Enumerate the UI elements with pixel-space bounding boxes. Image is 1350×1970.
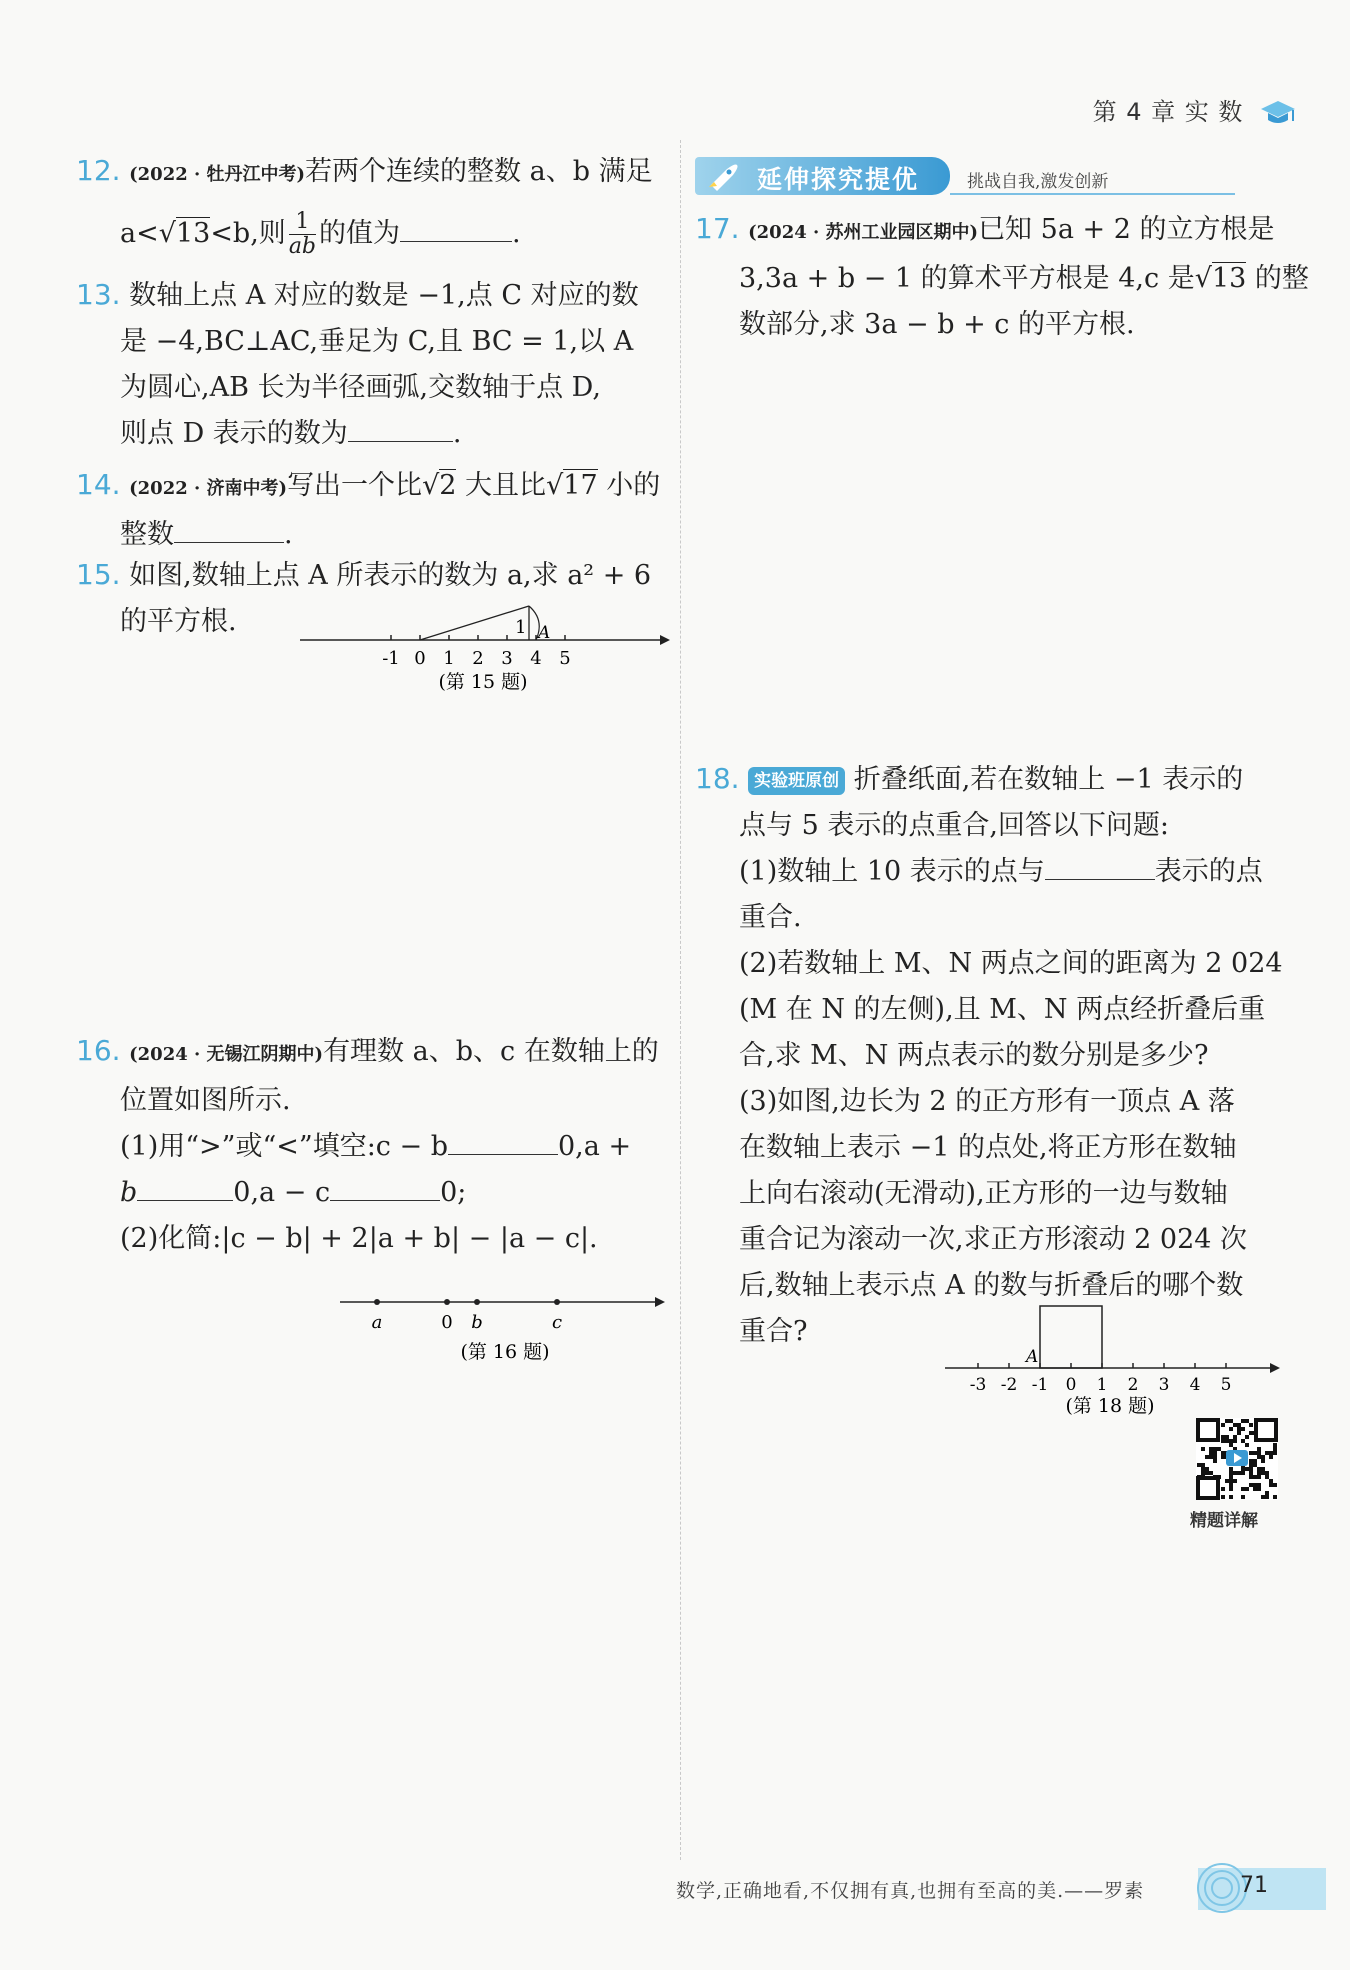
figure-caption: (第 18 题) [1065, 1395, 1155, 1417]
text: 整数 [120, 519, 174, 550]
question-text: 则点 D 表示的数为 [120, 418, 348, 449]
answer-blank[interactable] [174, 518, 284, 543]
answer-blank[interactable] [448, 1130, 558, 1155]
tick-label: 1 [1096, 1375, 1108, 1395]
question-text: (2)若数轴上 M、N 两点之间的距离为 2 024 [739, 948, 1283, 979]
tick-label: -2 [1000, 1375, 1018, 1395]
question-17 [695, 206, 1309, 348]
tick-label: 4 [530, 648, 542, 669]
question-18 [695, 756, 1283, 1355]
fraction [289, 210, 316, 259]
tick-label: 2 [1127, 1375, 1139, 1395]
figure-caption: (第 16 题) [460, 1341, 550, 1363]
figure-18-number-line [940, 1298, 1285, 1418]
question-source: (2022 · 牡丹江中考) [129, 164, 306, 185]
fraction-numerator: 1 [289, 210, 316, 235]
tick-label: 3 [501, 648, 513, 669]
question-13 [76, 272, 639, 457]
qr-code-icon[interactable] [1196, 1418, 1278, 1500]
question-number: 14. [76, 468, 121, 501]
footer-quote: 数学,正确地看,不仅拥有真,也拥有至高的美.——罗素 [676, 1880, 1145, 1902]
question-text: (3)如图,边长为 2 的正方形有一顶点 A 落 [739, 1086, 1235, 1117]
question-text: (2)化简:|c − b| + 2|a + b| − |a − c|. [120, 1223, 598, 1254]
question-text: 数轴上点 A 对应的数是 −1,点 C 对应的数 [129, 280, 639, 311]
column-divider [680, 140, 681, 1860]
text: 3,3a + b − 1 的算术平方根是 4,c 是 [739, 263, 1195, 294]
question-number: 17. [695, 212, 740, 245]
sqrt-symbol: √ [1194, 263, 1212, 294]
point-4 [554, 1299, 560, 1305]
chapter-header [1093, 92, 1296, 127]
question-number: 15. [76, 558, 121, 591]
question-text: 在数轴上表示 −1 的点处,将正方形在数轴 [739, 1132, 1237, 1163]
point-label: 0 [441, 1312, 453, 1333]
answer-blank[interactable] [137, 1176, 233, 1201]
tick-label: -1 [382, 648, 400, 669]
radicand: 13 [1211, 263, 1247, 294]
question-number: 16. [76, 1034, 121, 1067]
question-text: 后,数轴上表示点 A 的数与折叠后的哪个数 [739, 1270, 1244, 1301]
question-text: 为圆心,AB 长为半径画弧,交数轴于点 D, [120, 372, 601, 403]
text: . [512, 218, 521, 249]
radicand: 17 [563, 470, 598, 501]
answer-blank[interactable] [348, 417, 453, 442]
point-3 [474, 1299, 480, 1305]
square [1040, 1306, 1102, 1368]
tick-label: 0 [414, 648, 426, 669]
label-point-A: A [1026, 1347, 1039, 1367]
radicand: 13 [175, 218, 211, 249]
text: 0,a − c [233, 1177, 331, 1208]
question-text: 有理数 a、b、c 在数轴上的 [323, 1036, 659, 1067]
sqrt-symbol: √ [158, 218, 176, 249]
question-number: 12. [76, 154, 121, 187]
tick-label: 5 [1220, 1375, 1232, 1395]
tick-label: 1 [443, 648, 455, 669]
question-12 [76, 148, 653, 198]
answer-blank[interactable] [1045, 855, 1155, 880]
text: 的值为 [319, 218, 401, 249]
tick-label: 5 [559, 648, 571, 669]
question-number: 18. [695, 762, 740, 795]
point-1 [374, 1299, 380, 1305]
text: 表示的点 [1154, 856, 1263, 887]
point-label: b [471, 1312, 483, 1333]
question-text: (M 在 N 的左侧),且 M、N 两点经折叠后重 [739, 994, 1266, 1025]
section-banner [695, 157, 1235, 195]
graduation-cap-icon [1260, 99, 1296, 127]
text: . [452, 418, 462, 449]
text: 小的 [597, 470, 661, 501]
banner-title: 延伸探究提优 [757, 165, 920, 194]
figure-16-number-line [335, 1288, 675, 1368]
point-label: a [371, 1312, 383, 1333]
text: 大且比 [456, 470, 547, 501]
question-text: 位置如图所示. [120, 1085, 291, 1116]
rocket-icon [705, 161, 741, 191]
question-text: 的平方根. [120, 606, 237, 637]
text: b [120, 1177, 138, 1208]
text: 0,a + [558, 1131, 632, 1162]
answer-blank[interactable] [400, 217, 512, 242]
question-text: 上向右滚动(无滑动),正方形的一边与数轴 [739, 1178, 1228, 1209]
tick-label: -1 [1031, 1375, 1049, 1395]
question-source: (2022 · 济南中考) [129, 478, 288, 499]
question-text: 重合. [739, 902, 802, 933]
question-source: (2024 · 苏州工业园区期中) [748, 222, 979, 243]
question-text: 如图,数轴上点 A 所表示的数为 a,求 a² + 6 [129, 560, 652, 591]
chapter-title: 第 4 章 实 数 [1092, 98, 1244, 126]
question-16 [76, 1028, 659, 1262]
text: 写出一个比 [287, 470, 423, 501]
question-text: 数部分,求 3a − b + c 的平方根. [739, 309, 1135, 340]
tick-label: 4 [1189, 1375, 1201, 1395]
question-14 [76, 462, 660, 558]
banner-underline [950, 193, 1235, 195]
sqrt-symbol: √ [546, 470, 564, 501]
question-number: 13. [76, 278, 121, 311]
figure-15-number-line [295, 598, 675, 698]
text: . [284, 519, 293, 550]
qr-label: 精题详解 [1190, 1511, 1258, 1531]
question-text: 点与 5 表示的点重合,回答以下问题: [739, 810, 1170, 841]
original-tag: 实验班原创 [748, 767, 845, 795]
question-text: 合,求 M、N 两点表示的数分别是多少? [739, 1040, 1209, 1071]
question-text: 若两个连续的整数 a、b 满足 [305, 156, 653, 187]
answer-blank[interactable] [330, 1176, 440, 1201]
question-12-line2 [120, 210, 521, 259]
text: (1)数轴上 10 表示的点与 [739, 856, 1045, 887]
point-label: c [551, 1312, 563, 1333]
question-source: (2024 · 无锡江阴期中) [129, 1044, 324, 1065]
tick-label: 3 [1158, 1375, 1170, 1395]
question-text: 是 −4,BC⊥AC,垂足为 C,且 BC = 1,以 A [120, 326, 634, 357]
question-text: 已知 5a + 2 的立方根是 [978, 214, 1275, 245]
text: 的整 [1246, 263, 1309, 294]
radicand: 2 [439, 470, 457, 501]
text: <b,则 [210, 218, 286, 249]
page-number: 71 [1240, 1873, 1268, 1898]
text: a< [120, 218, 159, 249]
question-text: (1)用“>”或“<”填空:c − b [120, 1131, 448, 1162]
label-point-A: A [538, 623, 551, 643]
question-text: 重合? [739, 1316, 808, 1347]
tick-label: -3 [969, 1375, 987, 1395]
fraction-denominator: ab [288, 234, 317, 259]
banner-subtitle: 挑战自我,激发创新 [967, 172, 1109, 192]
sqrt-symbol: √ [422, 470, 440, 501]
question-text: 折叠纸面,若在数轴上 −1 表示的 [853, 764, 1244, 795]
text: 0; [440, 1177, 467, 1208]
tick-label: 2 [472, 648, 484, 669]
label-one: 1 [515, 617, 527, 638]
tick-label: 0 [1065, 1375, 1077, 1395]
point-2 [444, 1299, 450, 1305]
question-text: 重合记为滚动一次,求正方形滚动 2 024 次 [739, 1224, 1248, 1255]
figure-caption: (第 15 题) [438, 671, 528, 693]
